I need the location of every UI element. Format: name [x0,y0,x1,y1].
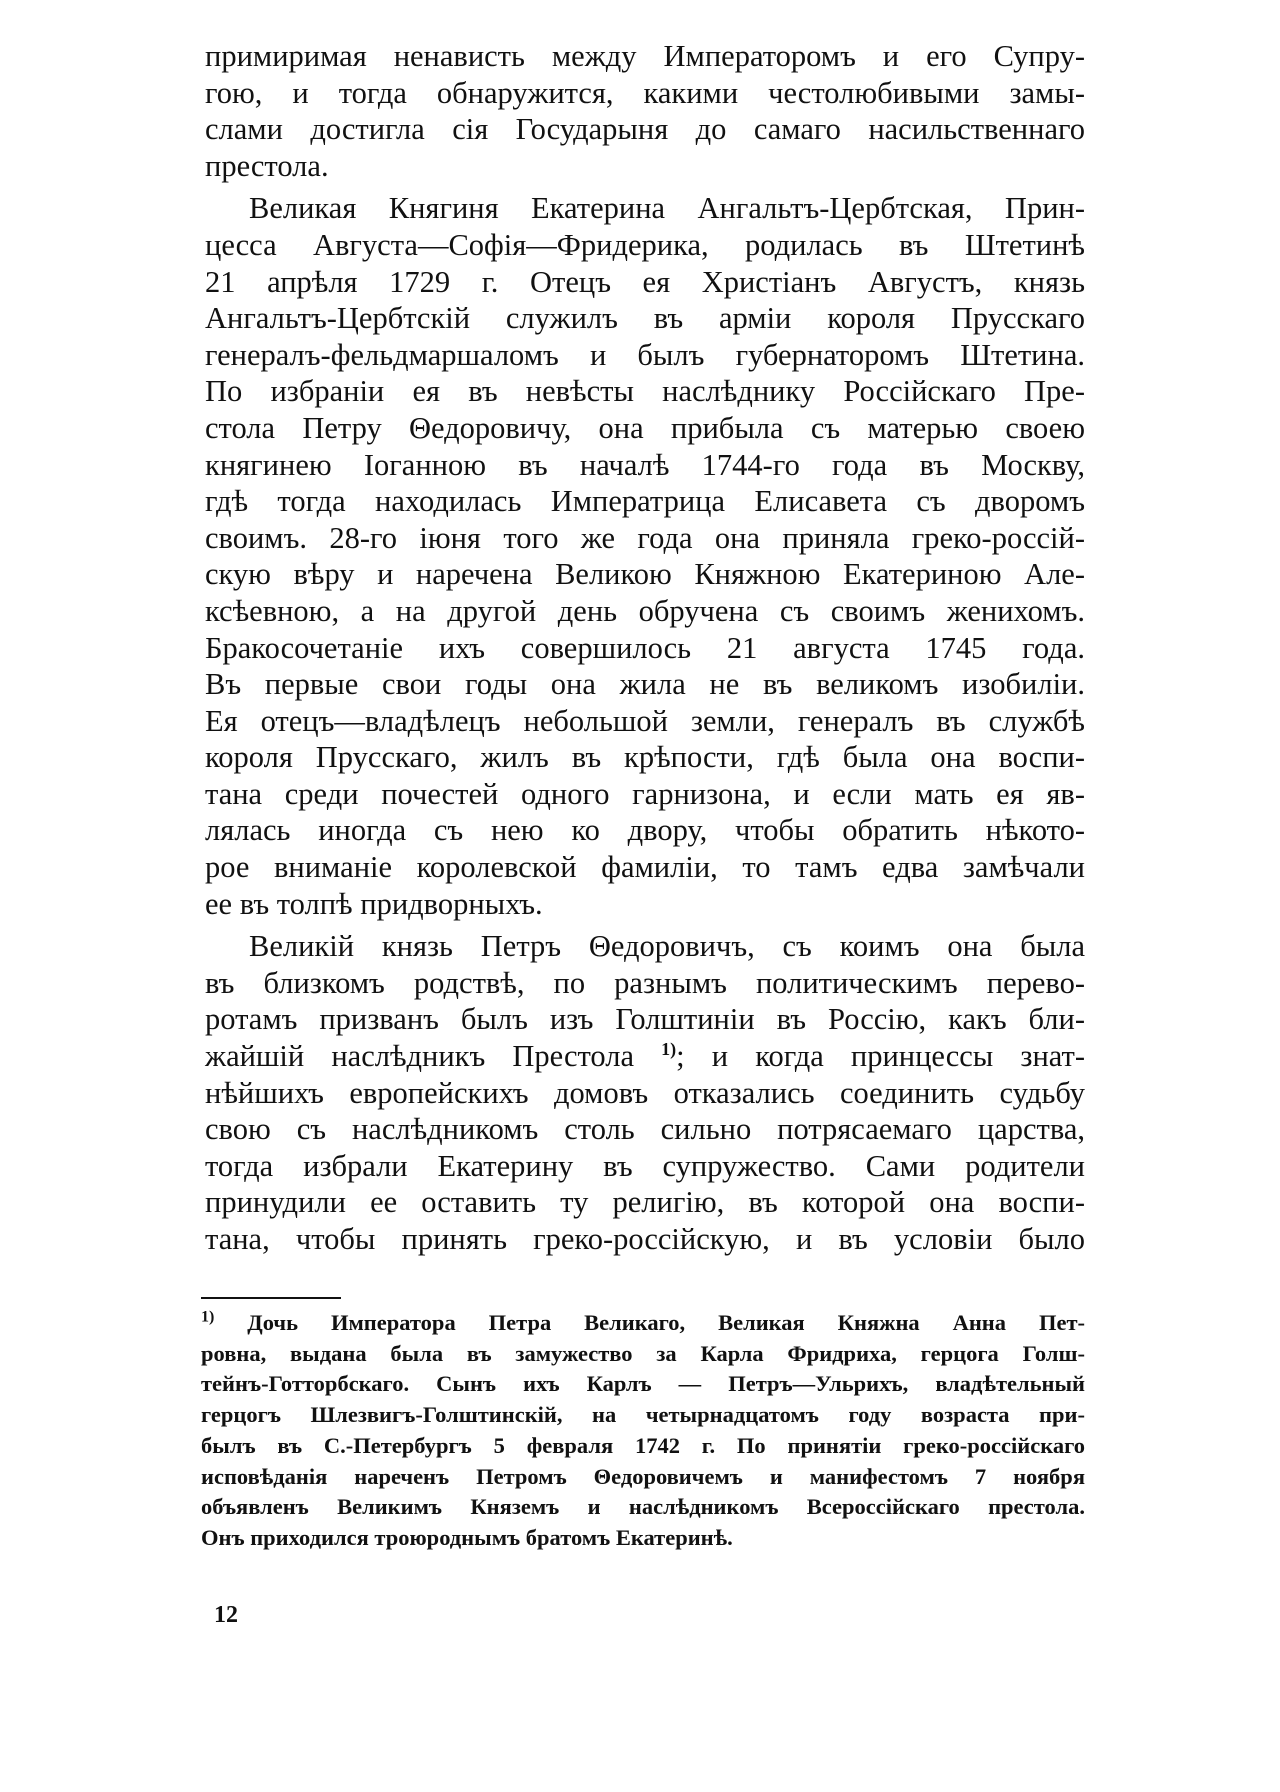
text-line: престола. [205,148,329,183]
main-text [205,38,1085,1264]
text-line: Великій князь Петръ Θедоровичъ, съ коимъ она была [249,929,1085,964]
text-line: ксѣевною, а на другой день обручена съ своимъ женихомъ. [205,593,1085,628]
text-line: гдѣ тогда находилась Императрица Елисавета съ дворомъ [205,484,1085,519]
text-line: ее въ толпѣ придворныхъ. [205,886,543,921]
text-line: лялась иногда съ нею ко двору, чтобы обратить нѣкото- [205,813,1085,848]
text-line: примиримая ненависть между Императоромъ и его Супру- [205,39,1085,73]
text-line: Великая Княгиня Екатерина Ангальтъ-Цербтская, Прин- [249,191,1085,226]
text-line: своимъ. 28-го іюня того же года она приняла греко-россій- [205,520,1085,555]
text-line: Ангальтъ-Цербтскій служилъ въ арміи короля Прусскаго [205,301,1085,336]
footnote-divider [201,1297,341,1299]
footnote [201,1308,1085,1554]
text-line: тана среди почестей одного гарнизона, и если мать ея яв- [205,776,1085,811]
text-line: гою, и тогда обнаружится, какими честолюбивыми замы- [205,75,1085,110]
text-line: 21 апрѣля 1729 г. Отецъ ея Христіанъ Августъ, князь [205,264,1085,299]
paragraph-1 [205,38,1085,184]
text-line: нѣйшихъ европейскихъ домовъ отказались соединить судьбу [205,1075,1085,1110]
footnote-line: Онъ приходился троюроднымъ братомъ Екатеринѣ. [201,1524,733,1550]
page-number: 12 [214,1602,238,1628]
footnote-line: тейнъ-Готторбскаго. Сынъ ихъ Карлъ — Петръ—Ульрихъ, владѣтельный [201,1371,1085,1397]
text-line: скую вѣру и наречена Великою Княжною Екатериною Але- [205,557,1085,592]
text-line-with-footnote-ref [205,1038,1085,1075]
footnote-line: былъ въ С.-Петербургъ 5 февраля 1742 г. По принятіи греко-россійскаго [201,1432,1085,1458]
footnote-line: ровна, выдана была въ замужество за Карла Фридриха, герцога Голш- [201,1340,1085,1366]
text-line: цесса Августа—Софія—Фридерика, родилась въ Штетинѣ [205,227,1085,262]
text-line: короля Прусскаго, жилъ въ крѣпости, гдѣ была она воспи- [205,740,1085,775]
text-line: ротамъ призванъ былъ изъ Голштиніи въ Россію, какъ бли- [205,1002,1085,1037]
text-line: Въ первые свои годы она жила не въ великомъ изобиліи. [205,667,1085,702]
text-fragment: жайшій наслѣдникъ Престола [205,1039,635,1074]
text-line: тана, чтобы принять греко-россійскую, и въ условіи было [205,1222,1085,1256]
footnote-line: герцогъ Шлезвигъ-Голштинскій, на четырнадцатомъ году возраста при- [201,1402,1085,1428]
text-line: принудили ее оставить ту религію, въ которой она воспи- [205,1185,1085,1220]
footnote-line: объявленъ Великимъ Княземъ и наслѣдникомъ Всероссійскаго престола. [201,1494,1085,1520]
text-line: По избраніи ея въ невѣсты наслѣднику Россійскаго Пре- [205,374,1085,409]
paragraph-3 [205,928,1085,1257]
footnote-number: 1) [201,1308,215,1326]
text-line: въ близкомъ родствѣ, по разнымъ политическимъ перево- [205,965,1085,1000]
text-line: княгинею Іоганною въ началѣ 1744-го года въ Москву, [205,447,1085,482]
text-line: слами достигла сія Государыня до самаго насильственнаго [205,112,1085,147]
text-line: Бракосочетаніе ихъ совершилось 21 августа 1745 года. [205,630,1085,665]
text-fragment: ; и когда принцессы знат- [676,1039,1085,1074]
text-line: стола Петру Θедоровичу, она прибыла съ матерью своею [205,410,1085,445]
text-line: тогда избрали Екатерину въ супружество. Сами родители [205,1148,1085,1183]
footnote-line: исповѣданія нареченъ Петромъ Θедоровичемъ и манифестомъ 7 ноября [201,1463,1085,1489]
paragraph-2 [205,190,1085,922]
text-line: свою съ наслѣдникомъ столь сильно потрясаемаго царства, [205,1112,1085,1147]
text-line: Ея отецъ—владѣлецъ небольшой земли, генералъ въ службѣ [205,703,1085,738]
text-fragment: Дочь Императора Петра Великаго, Великая Княжна Анна Пет- [247,1310,1086,1335]
footnote-reference[interactable]: 1) [661,1038,677,1059]
text-line: генералъ-фельдмаршаломъ и былъ губернаторомъ Штетина. [205,337,1085,372]
text-line: рое вниманіе королевской фамиліи, то тамъ едва замѣчали [205,850,1085,885]
footnote-line [201,1308,1085,1339]
